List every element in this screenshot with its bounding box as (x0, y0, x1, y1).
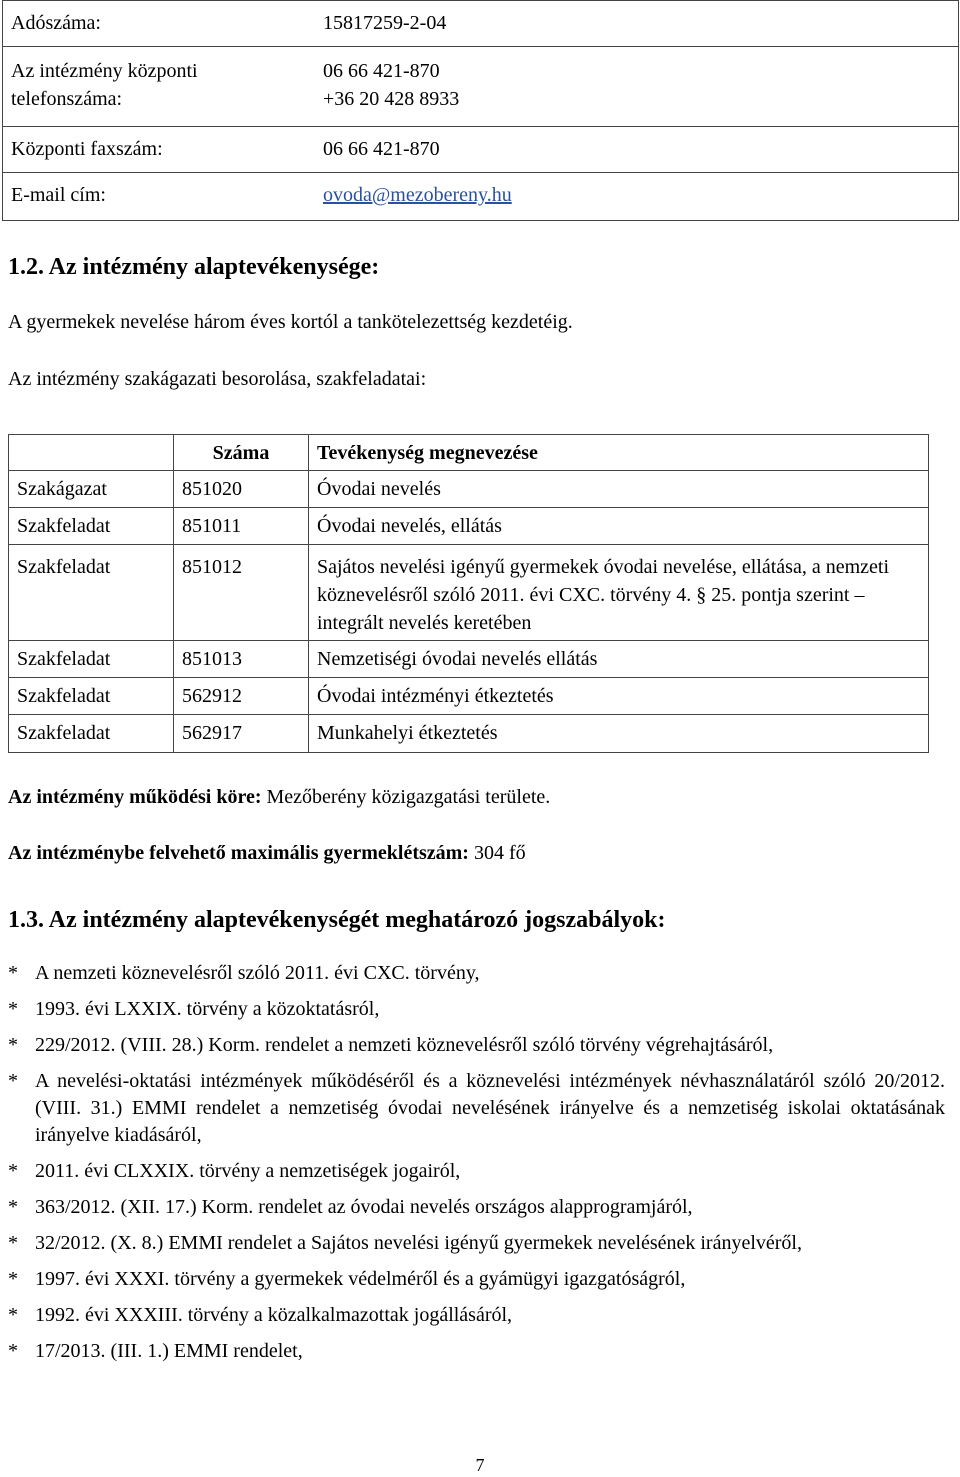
list-item (8, 1302, 945, 1329)
law-text: A nevelési-oktatási intézmények működéséről és a köznevelési intézmények névhasználatáról szóló 20/2012. (VIII. 31.) EMMI rendelet a nemzetiség óvodai nevelésének irányelve és a nemzetiség iskolai oktatásának irányelve kiadásáról, (35, 1070, 945, 1146)
law-text: 1993. évi LXXIX. törvény a közoktatásról, (35, 998, 380, 1020)
capacity-label: Az intézménybe felvehető maximális gyermeklétszám: (8, 842, 469, 864)
capacity-value: 304 fő (473, 842, 526, 864)
law-text: 2011. évi CLXXIX. törvény a nemzetiségek jogairól, (35, 1160, 461, 1182)
bullet: * (8, 1304, 18, 1326)
bullet: * (8, 962, 18, 984)
contact-row-email (3, 173, 958, 220)
row-type: Szakfeladat (9, 508, 174, 545)
email-label: E-mail cím: (11, 184, 106, 206)
bullet: * (8, 1268, 18, 1290)
row-code: 851011 (174, 508, 309, 545)
row-activity: Óvodai nevelés (309, 471, 929, 508)
row-type: Szakfeladat (9, 545, 174, 641)
list-item (8, 1338, 945, 1365)
law-text: 32/2012. (X. 8.) EMMI rendelet a Sajátos nevelési igényű gyermekek nevelésének irányelvéről, (35, 1232, 802, 1254)
row-code: 851013 (174, 641, 309, 678)
row-activity: Sajátos nevelési igényű gyermekek óvodai nevelése, ellátása, a nemzeti köznevelésről szóló 2011. évi CXC. törvény 4. § 25. pontja szerint – integrált nevelés keretében (309, 545, 929, 641)
tax-label: Adószáma: (11, 12, 101, 34)
tax-value: 15817259-2-04 (323, 12, 447, 34)
bullet: * (8, 1196, 18, 1218)
bullet: * (8, 998, 18, 1020)
contact-table (2, 0, 959, 221)
bullet: * (8, 1034, 18, 1056)
bullet: * (8, 1160, 18, 1182)
law-text: 1992. évi XXXIII. törvény a közalkalmazottak jogállásáról, (35, 1304, 513, 1326)
classification-subheading: Az intézmény szakágazati besorolása, szakfeladatai: (8, 368, 427, 390)
row-activity: Óvodai intézményi étkeztetés (309, 678, 929, 715)
section-1-3-heading: 1.3. Az intézmény alaptevékenységét meghatározó jogszabályok: (8, 907, 666, 933)
scope-line (8, 784, 550, 810)
fax-value: 06 66 421-870 (323, 138, 440, 160)
list-item (8, 1266, 945, 1293)
bullet: * (8, 1340, 18, 1362)
table-row (9, 641, 929, 678)
row-type: Szakágazat (9, 471, 174, 508)
row-code: 851020 (174, 471, 309, 508)
bullet: * (8, 1232, 18, 1254)
row-code: 851012 (174, 545, 309, 641)
list-item (8, 1032, 945, 1059)
email-link[interactable]: ovoda@mezobereny.hu (323, 184, 512, 206)
header-name: Tevékenység megnevezése (309, 435, 929, 471)
capacity-line (8, 840, 526, 866)
row-type: Szakfeladat (9, 678, 174, 715)
list-item (8, 996, 945, 1023)
header-code: Száma (174, 435, 309, 471)
phone-label-line1: Az intézmény központi (11, 60, 198, 82)
phone-label-line2: telefonszáma: (11, 88, 123, 110)
contact-row-tax (3, 1, 958, 47)
row-activity: Óvodai nevelés, ellátás (309, 508, 929, 545)
law-text: 17/2013. (III. 1.) EMMI rendelet, (35, 1340, 303, 1362)
page-number: 7 (475, 1455, 485, 1475)
table-row (9, 678, 929, 715)
row-activity: Nemzetiségi óvodai nevelés ellátás (309, 641, 929, 678)
header-type (9, 435, 174, 471)
list-item (8, 1230, 945, 1257)
phone-value-1: 06 66 421-870 (323, 60, 440, 82)
scope-value: Mezőberény közigazgatási területe. (266, 786, 551, 808)
list-item (8, 1068, 945, 1149)
laws-list (8, 960, 945, 1374)
law-text: A nemzeti köznevelésről szóló 2011. évi CXC. törvény, (35, 962, 480, 984)
row-code: 562912 (174, 678, 309, 715)
table-row (9, 545, 929, 641)
list-item (8, 1194, 945, 1221)
table-header-row (9, 435, 929, 471)
row-type: Szakfeladat (9, 715, 174, 753)
fax-label: Központi faxszám: (11, 138, 163, 160)
list-item (8, 960, 945, 987)
law-text: 1997. évi XXXI. törvény a gyermekek védelméről és a gyámügyi igazgatóságról, (35, 1268, 686, 1290)
contact-row-fax (3, 127, 958, 173)
section-1-2-heading: 1.2. Az intézmény alaptevékenysége: (8, 254, 380, 280)
table-row (9, 471, 929, 508)
table-row (9, 715, 929, 753)
bullet: * (8, 1070, 18, 1092)
row-code: 562917 (174, 715, 309, 753)
row-activity: Munkahelyi étkeztetés (309, 715, 929, 753)
table-row (9, 508, 929, 545)
activity-table (8, 434, 929, 753)
law-text: 229/2012. (VIII. 28.) Korm. rendelet a nemzeti köznevelésről szóló törvény végrehajtásáról, (35, 1034, 774, 1056)
contact-row-phone (3, 47, 958, 127)
row-type: Szakfeladat (9, 641, 174, 678)
phone-value-2: +36 20 428 8933 (323, 88, 460, 110)
scope-label: Az intézmény működési köre: (8, 786, 262, 808)
law-text: 363/2012. (XII. 17.) Korm. rendelet az óvodai nevelés országos alapprogramjáról, (35, 1196, 693, 1218)
section-1-2-text: A gyermekek nevelése három éves kortól a tankötelezettség kezdetéig. (8, 311, 573, 333)
list-item (8, 1158, 945, 1185)
